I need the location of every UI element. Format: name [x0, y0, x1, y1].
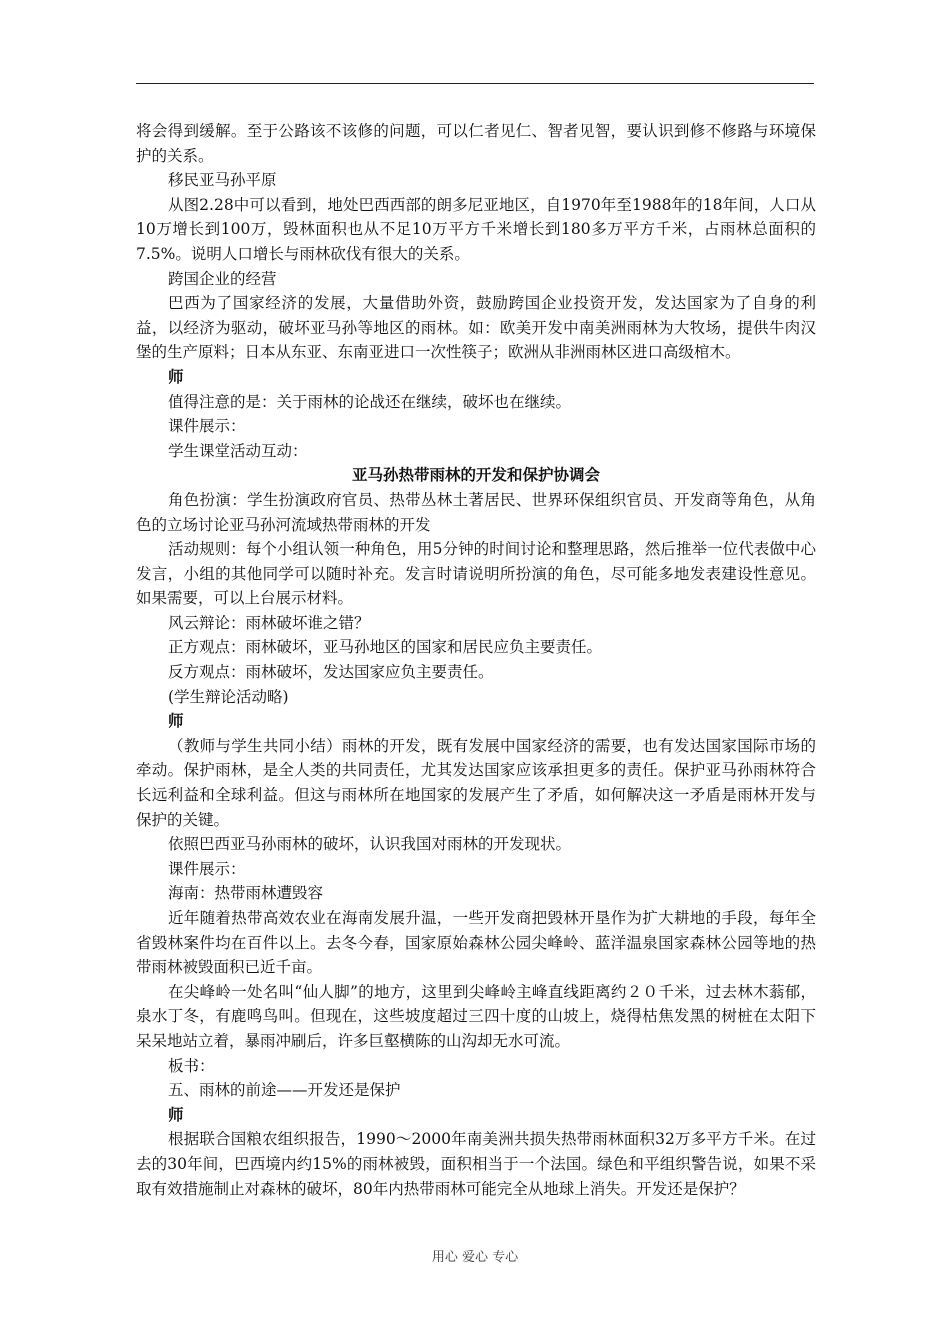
teacher-label: 师 — [168, 711, 184, 731]
paragraph: 课件展示： — [168, 859, 246, 878]
paragraph: (学生辩论活动略) — [168, 687, 289, 706]
teacher-label: 师 — [168, 366, 184, 386]
page-footer: 用心 爱心 专心 — [431, 1250, 519, 1265]
subheading-multinational: 跨国企业的经营 — [168, 269, 277, 288]
paragraph: 学生课堂活动互动： — [168, 441, 308, 460]
section-title: 亚马孙热带雨林的开发和保护协调会 — [351, 465, 600, 485]
paragraph: 值得注意的是：关于雨林的论战还在继续，破坏也在继续。 — [168, 392, 572, 411]
paragraph: 角色扮演：学生扮演政府官员、热带丛林土著居民、世界环保组织官员、开发商等角色，从角色的立场讨论亚马孙河流域热带雨林的开发 — [136, 490, 816, 534]
paragraph: 风云辩论：雨林破坏谁之错？ — [168, 613, 370, 632]
paragraph: 反方观点：雨林破坏，发达国家应负主要责任。 — [168, 663, 494, 682]
paragraph: 巴西为了国家经济的发展，大量借助外资，鼓励跨国企业投资开发，发达国家为了自身的利益，以经济为驱动，破坏亚马孙等地区的雨林。如：欧美开发中南美洲雨林为大牧场，提供牛肉汉堡的生产原料；日本从东亚、东南亚进口一次性筷子；欧洲从非洲雨林区进口高级棺木。 — [136, 294, 816, 362]
paragraph: 依照巴西亚马孙雨林的破坏，认识我国对雨林的开发现状。 — [168, 835, 572, 854]
paragraph: 近年随着热带高效农业在海南发展升温，一些开发商把毁林开垦作为扩大耕地的手段，每年全省毁林案件均在百件以上。去冬今春，国家原始森林公园尖峰岭、蓝洋温泉国家森林公园等地的热带雨林被毁面积已近千亩。 — [136, 909, 816, 977]
document-body — [136, 119, 816, 1201]
paragraph: 将会得到缓解。至于公路该不该修的问题，可以仁者见仁、智者见智，要认识到修不修路与环境保护的关系。 — [136, 122, 816, 165]
header-rule — [136, 83, 814, 84]
teacher-label: 师 — [168, 1104, 184, 1124]
paragraph: 五、雨林的前途——开发还是保护 — [168, 1081, 401, 1100]
paragraph: 在尖峰岭一处名叫“仙人脚”的地方，这里到尖峰岭主峰直线距离约２０千米，过去林木蓊郁，泉水丁冬，有鹿鸣鸟叫。但现在，这些坡度超过三四十度的山坡上，烧得枯焦发黑的树桩在太阳下呆呆地站立着，暴雨冲刷后，许多巨壑横陈的山沟却无水可流。 — [136, 982, 816, 1050]
subheading-migration: 移民亚马孙平原 — [168, 171, 277, 190]
paragraph: 根据联合国粮农组织报告，1990～2000年南美洲共损失热带雨林面积32万多平方千米。在过去的30年间，巴西境内约15%的雨林被毁，面积相当于一个法国。绿色和平组织警告说，如果不采取有效措施制止对森林的破坏，80年内热带雨林可能完全从地球上消失。开发还是保护？ — [136, 1130, 816, 1198]
paragraph: （教师与学生共同小结）雨林的开发，既有发展中国家经济的需要，也有发达国家国际市场的牵动。保护雨林，是全人类的共同责任，尤其发达国家应该承担更多的责任。保护亚马孙雨林符合长远利益和全球利益。但这与雨林所在地国家的发展产生了矛盾，如何解决这一矛盾是雨林开发与保护的关键。 — [136, 736, 816, 829]
paragraph: 从图2.28中可以看到，地处巴西西部的朗多尼亚地区，自1970年至1988年的18年间，人口从10万增长到100万，毁林面积也从不足10万平方千米增长到180多万平方千米，占雨林总面积的7.5%。说明人口增长与雨林砍伐有很大的关系。 — [136, 195, 816, 263]
paragraph: 海南：热带雨林遭毁容 — [168, 884, 324, 903]
paragraph: 活动规则：每个小组认领一种角色，用5分钟的时间讨论和整理思路，然后推举一位代表做中心发言，小组的其他同学可以随时补充。发言时请说明所扮演的角色，尽可能多地发表建设性意见。如果需要，可以上台展示材料。 — [136, 540, 816, 608]
paragraph: 板书： — [168, 1056, 215, 1075]
paragraph: 正方观点：雨林破坏，亚马孙地区的国家和居民应负主要责任。 — [168, 638, 603, 657]
paragraph: 课件展示： — [168, 417, 246, 436]
